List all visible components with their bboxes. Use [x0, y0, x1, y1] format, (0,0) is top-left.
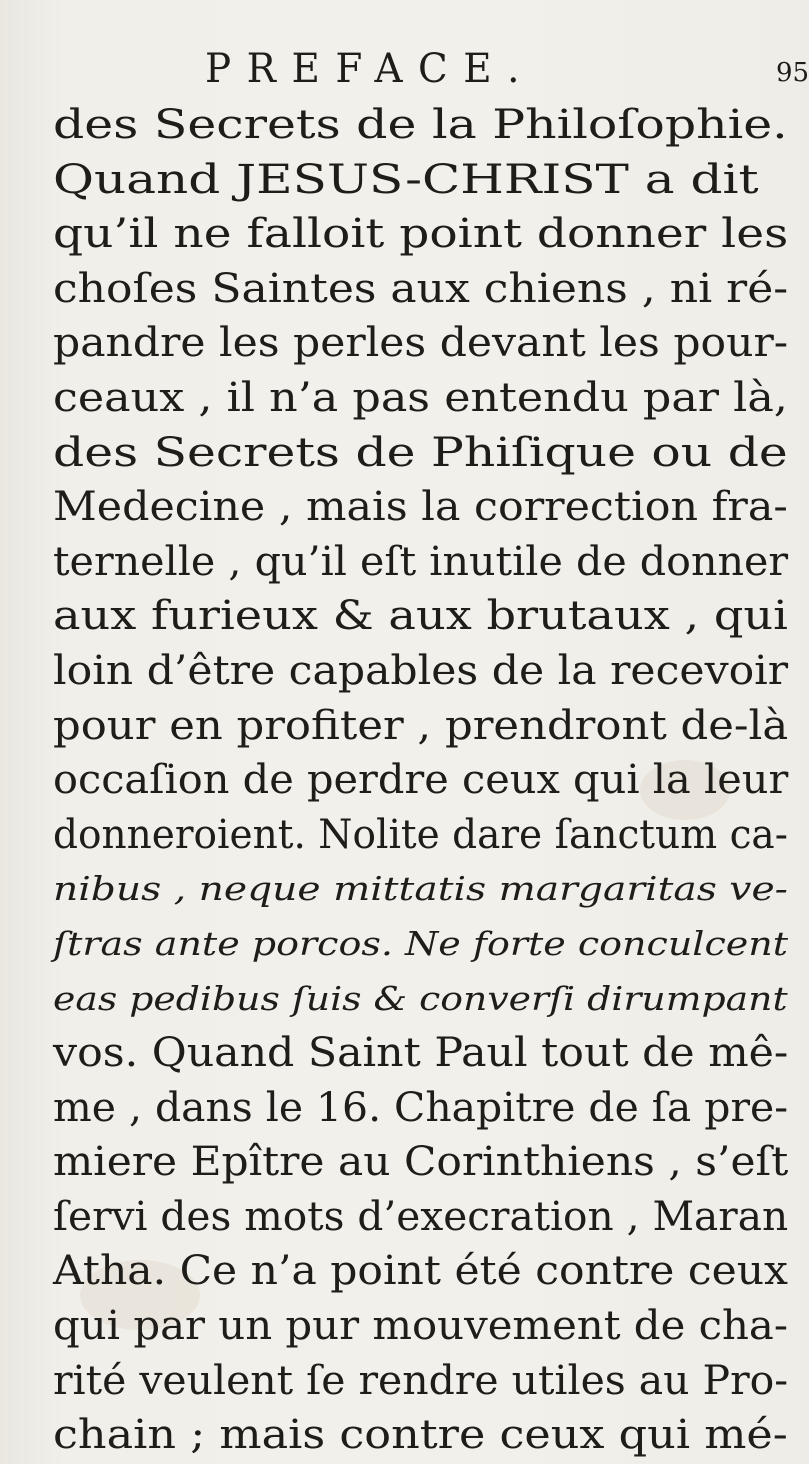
text-line: aux furieux & aux brutaux , qui: [53, 593, 788, 640]
latin-quote-line: eas pedibus ſuis & converſi dirumpant: [53, 978, 788, 1018]
text-line: ſervi des mots d’execration , Maran: [53, 1193, 789, 1240]
text-line: ceaux , il n’a pas entendu par là,: [53, 374, 788, 421]
text-line: occaſion de perdre ceux qui la leur: [53, 757, 789, 804]
text-line: pandre les perles devant les pour-: [53, 320, 789, 367]
text-line: donneroient. Nolite dare ſanctum ca-: [53, 811, 788, 858]
page-header: [205, 44, 809, 94]
text-line: miere Epître au Corinthiens , s’eſt: [53, 1139, 789, 1186]
text-line: pour en profiter , prendront de-là: [53, 702, 789, 749]
page-number: 95: [776, 58, 809, 88]
latin-quote-line: nibus , neque mittatis margaritas ve-: [53, 869, 788, 909]
text-line: choſes Saintes aux chiens , ni ré-: [53, 265, 789, 312]
latin-quote-line: ſtras ante porcos. Ne forte conculcent: [53, 923, 789, 963]
text-line: des Secrets de la Philoſophie.: [53, 102, 788, 148]
text-line: Atha. Ce n’a point été contre ceux: [53, 1248, 788, 1295]
running-title: PREFACE.: [205, 46, 536, 92]
text-line: loin d’être capables de la recevoir: [53, 647, 789, 694]
text-line: des Secrets de Phiſique ou de: [53, 429, 788, 476]
text-line: qu’il ne falloit point donner les: [53, 211, 789, 258]
text-line: ternelle , qu’il eſt inutile de donner: [53, 538, 789, 585]
text-line: qui par un pur mouvement de cha-: [53, 1303, 788, 1350]
text-line: me , dans le 16. Chapitre de ſa pre-: [53, 1084, 789, 1131]
text-line: chain ; mais contre ceux qui mé-: [53, 1412, 788, 1459]
text-line: Quand JESUS-CHRIST a dit: [53, 156, 759, 203]
body-text: [53, 98, 793, 1463]
text-line: rité veulent ſe rendre utiles au Pro-: [53, 1357, 789, 1404]
text-line: Medecine , mais la correction fra-: [53, 484, 788, 531]
text-line: vos. Quand Saint Paul tout de mê-: [53, 1030, 789, 1077]
